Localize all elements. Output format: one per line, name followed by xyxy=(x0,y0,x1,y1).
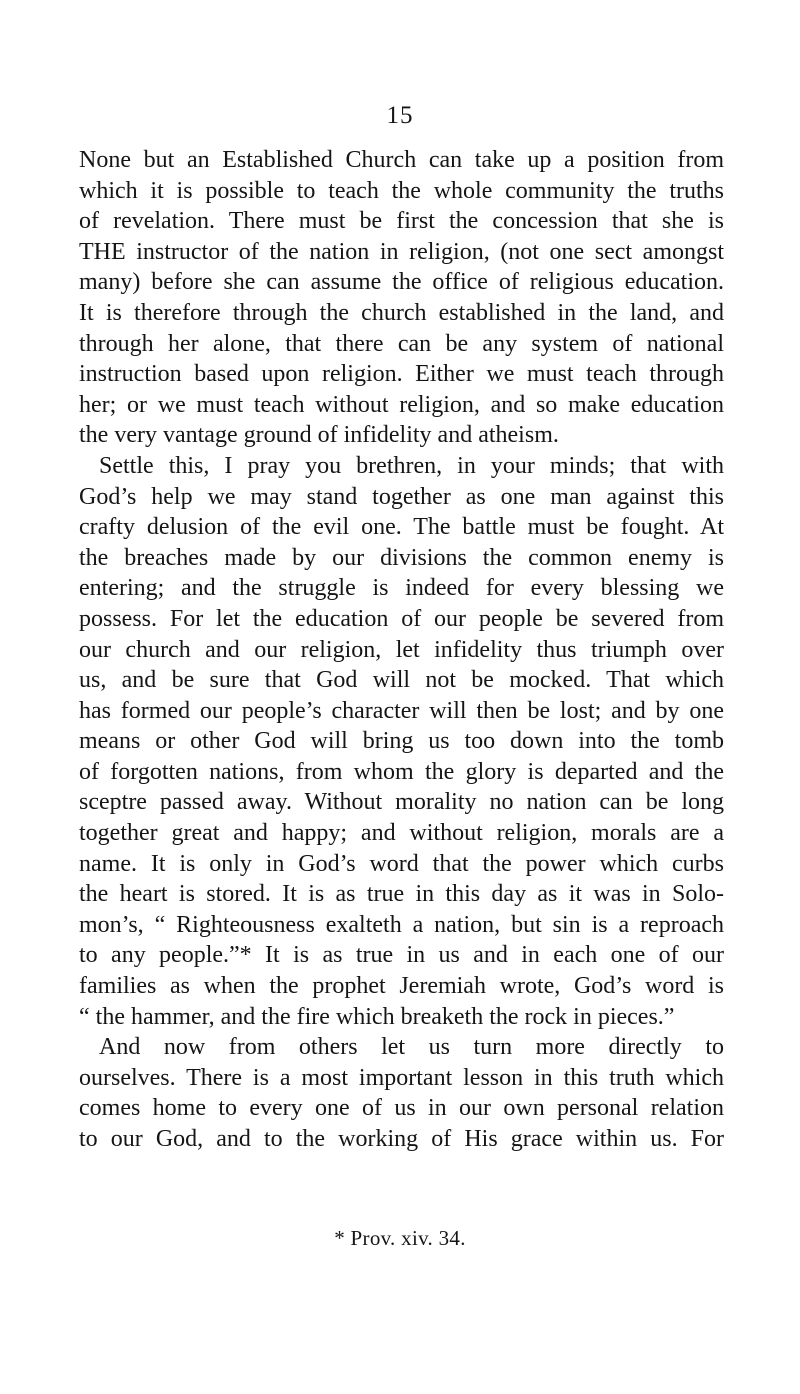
text-line: “ the hammer, and the fire which breaketh the rock in pieces.” xyxy=(79,1003,675,1030)
text-line: And now from others let us turn more directly to xyxy=(99,1034,724,1061)
text-line: It is therefore through the church established in the land, and xyxy=(79,299,724,326)
text-line: through her alone, that there can be any system of national xyxy=(79,330,724,357)
text-line: entering; and the struggle is indeed for every blessing we xyxy=(79,575,724,602)
text-line: to any people.”* It is as true in us and in each one of our xyxy=(79,942,724,969)
footnote: * Prov. xiv. 34. xyxy=(334,1226,466,1250)
text-line: to our God, and to the working of His grace within us. For xyxy=(79,1126,724,1152)
text-line: the very vantage ground of infidelity and atheism. xyxy=(79,422,559,449)
text-line: families as when the prophet Jeremiah wrote, God’s word is xyxy=(79,973,724,1000)
text-line: God’s help we may stand together as one man against this xyxy=(79,483,724,510)
text-line: the breaches made by our divisions the common enemy is xyxy=(79,544,724,571)
text-line: of forgotten nations, from whom the glory is departed and the xyxy=(79,758,724,785)
text-line: mon’s, “ Righteousness exalteth a nation, but sin is a reproach xyxy=(79,911,724,938)
text-line: Settle this, I pray you brethren, in your minds; that with xyxy=(99,452,724,479)
text-line: the heart is stored. It is as true in this day as it was in Solo- xyxy=(79,881,724,908)
text-line: None but an Established Church can take up a position from xyxy=(79,147,724,173)
text-line: name. It is only in God’s word that the power which curbs xyxy=(79,850,724,877)
page-number: 15 xyxy=(386,102,414,129)
text-line: us, and be sure that God will not be mocked. That which xyxy=(79,667,724,694)
text-line: many) before she can assume the office of religious education. xyxy=(79,269,724,296)
text-line: her; or we must teach without religion, and so make education xyxy=(79,391,724,418)
text-line: possess. For let the education of our people be severed from xyxy=(79,605,724,632)
text-line: THE instructor of the nation in religion, (not one sect amongst xyxy=(79,238,724,265)
text-line: of revelation. There must be first the concession that she is xyxy=(79,208,724,235)
body-text xyxy=(79,145,724,1155)
text-line: instruction based upon religion. Either we must teach through xyxy=(79,361,724,388)
text-line: our church and our religion, let infidelity thus triumph over xyxy=(79,636,724,663)
text-line: ourselves. There is a most important lesson in this truth which xyxy=(79,1064,724,1091)
text-line: means or other God will bring us too down into the tomb xyxy=(79,728,724,755)
text-line: comes home to every one of us in our own personal relation xyxy=(79,1095,724,1122)
text-line: has formed our people’s character will then be lost; and by one xyxy=(79,697,724,724)
text-line: sceptre passed away. Without morality no nation can be long xyxy=(79,789,724,816)
text-line: together great and happy; and without religion, morals are a xyxy=(79,820,724,847)
text-line: which it is possible to teach the whole community the truths xyxy=(79,177,724,204)
text-line: crafty delusion of the evil one. The battle must be fought. At xyxy=(79,514,724,541)
